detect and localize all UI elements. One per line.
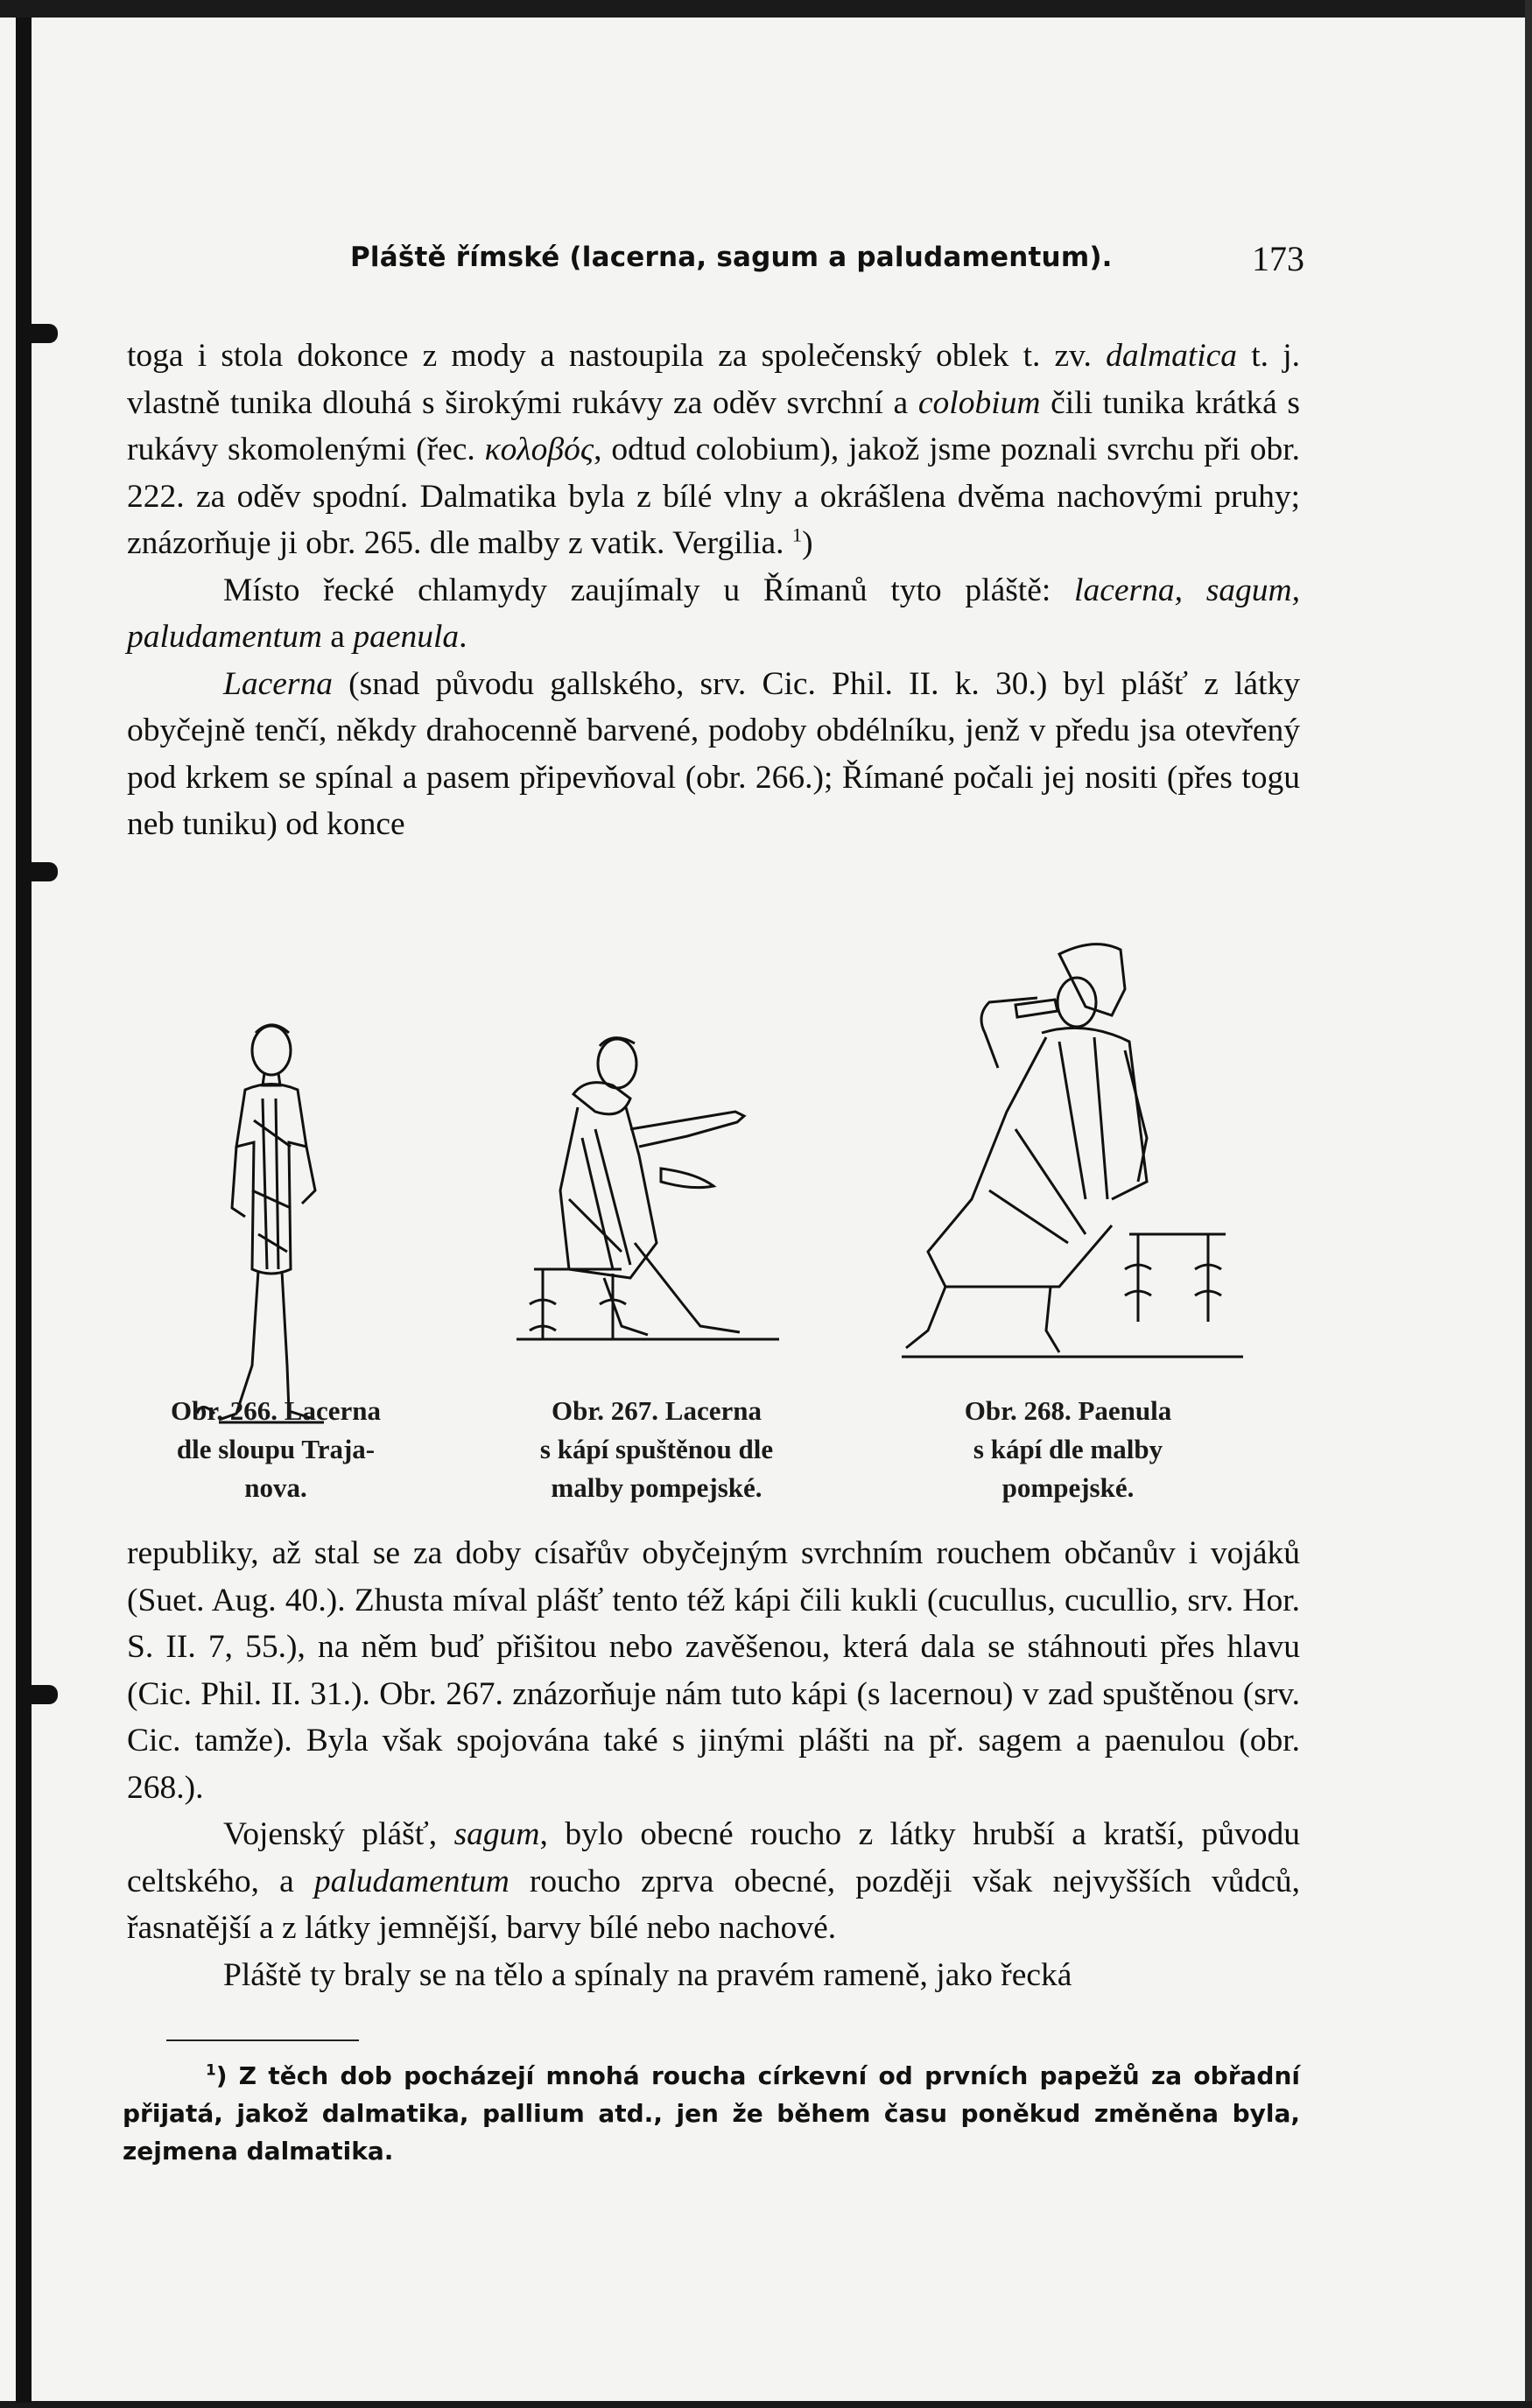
italic-term: paludamentum — [313, 1863, 509, 1899]
seated-figure-paenula — [884, 937, 1261, 1383]
caption-line: nova. — [244, 1472, 307, 1503]
body-text-bottom — [127, 1530, 1300, 1998]
paragraph — [127, 567, 1300, 661]
text-run: čili tunika krátká s rukávy skomolenými (řec. — [127, 384, 1300, 467]
caption-line: Obr. 266. Lacerna — [171, 1395, 381, 1426]
text-run: Místo řecké chlamydy zaujímaly u Římanů tyto pláště: — [223, 572, 1075, 608]
binding-notch — [16, 862, 58, 881]
binding-notch — [16, 324, 58, 343]
caption-line: pompejské. — [1001, 1472, 1135, 1503]
page-right-edge — [1525, 0, 1532, 2408]
book-binding — [16, 18, 32, 2403]
running-head — [131, 238, 1304, 291]
caption-line: s kápí dle malby — [973, 1434, 1163, 1464]
text-run: . — [459, 619, 467, 655]
text-run: Pláště ty braly se na tělo a spínaly na pravém rameně, jako řecká — [223, 1956, 1072, 1993]
running-title: Pláště římské (lacerna, sagum a paludamentum). — [350, 242, 1113, 273]
italic-term: dalmatica — [1106, 338, 1238, 374]
italic-term: sagum — [453, 1816, 540, 1852]
text-run: ) — [802, 525, 813, 561]
paragraph — [127, 1530, 1300, 1811]
text-run: ) Z těch dob pocházejí mnohá roucha církevní od prvních papežů za obřadní přijatá, jakož dalmatika, pallium atd., jen že během času poněkud změněna byla, zejmena dalmatika. — [123, 2061, 1300, 2166]
text-run: , bylo obecné roucho z látky hrubší a kratší, původu celtského, a — [127, 1816, 1300, 1899]
figure-267-caption — [490, 1392, 823, 1507]
body-text-top — [127, 333, 1300, 848]
paragraph — [127, 1952, 1300, 1999]
text-run: (snad původu gallského, srv. Cic. Phil. II. k. 30.) byl plášť z látky obyčejně tenčí, někdy drahocenně barvené, podoby obdélníku, jenž v předu jsa otevřený pod krkem se spínal a pasem připevňoval (obr. 266.); Římané počali jej nositi (přes togu neb tuniku) od konce — [127, 665, 1300, 842]
text-run: Vojenský plášť, — [223, 1816, 454, 1852]
footnote-ref: 1 — [791, 523, 803, 546]
footnote-marker: 1 — [206, 2060, 216, 2079]
greek-term: κολοβός — [484, 432, 594, 467]
italic-term: lacerna, sagum, paludamentum — [127, 572, 1300, 655]
footnote-text — [123, 2057, 1300, 2170]
text-run: a — [321, 619, 354, 655]
seated-figure-lacerna-hood — [508, 1024, 805, 1374]
caption-line: Obr. 267. Lacerna — [552, 1395, 762, 1426]
caption-line: s kápí spuštěnou dle — [539, 1434, 774, 1464]
binding-notch — [16, 1685, 58, 1704]
footnote-rule — [166, 2039, 359, 2041]
italic-term: Lacerna — [223, 665, 333, 702]
caption-line: malby pompejské. — [551, 1472, 762, 1503]
paragraph — [127, 1811, 1300, 1952]
page-top-edge — [0, 0, 1532, 18]
standing-figure-lacerna — [184, 1015, 359, 1436]
paragraph — [127, 333, 1300, 567]
italic-term: paenula — [353, 619, 460, 655]
figure-268-caption — [893, 1392, 1243, 1507]
text-run: republiky, až stal se za doby císařův obyčejným svrchním rouchem občanův i vojáků (Suet. Aug. 40.). Zhusta míval plášť tento též kápi čili kukli (cucullus, cucullio, srv. Hor. S. II. 7, 55.), na něm buď přišitou nebo zavěšenou, která dala se stáhnouti přes hlavu (Cic. Phil. II. 31.). Obr. 267. znázorňuje nám tuto kápi (s lacernou) v zad spuštěnou (srv. Cic. tamže). Byla však spojována také s jinými plášti na př. sagem a paenulou (obr. 268.). — [127, 1535, 1300, 1806]
text-run: toga i stola dokonce z mody a nastoupila za společenský oblek t. zv. — [127, 338, 1107, 374]
figure-268-illustration — [884, 937, 1261, 1383]
paragraph — [127, 661, 1300, 848]
italic-term: colobium — [917, 384, 1041, 421]
text-run: roucho zprva obecné, později však nejvyšších vůdců, řasnatější a z látky jemnější, barvy bílé nebo nachové. — [127, 1863, 1300, 1946]
figure-row — [123, 928, 1313, 1523]
figure-266-caption — [140, 1392, 411, 1507]
text-run: t. j. vlastně tunika dlouhá s širokými rukávy za oděv svrchní a — [127, 338, 1300, 421]
footnote — [123, 2057, 1300, 2170]
caption-line: Obr. 268. Paenula — [964, 1395, 1172, 1426]
page-number: 173 — [1252, 239, 1304, 278]
page-bottom-edge — [0, 2401, 1532, 2408]
caption-line: dle sloupu Traja- — [176, 1434, 376, 1464]
figure-266-illustration — [184, 1015, 359, 1436]
figure-267-illustration — [508, 1024, 805, 1374]
text-run: , odtud colobium), jakož jsme poznali svrchu při obr. 222. za oděv spodní. Dalmatika byla z bílé vlny a okrášlena dvěma nachovými pruhy; znázorňuje ji obr. 265. dle malby z vatik. Vergilia. — [127, 432, 1300, 561]
